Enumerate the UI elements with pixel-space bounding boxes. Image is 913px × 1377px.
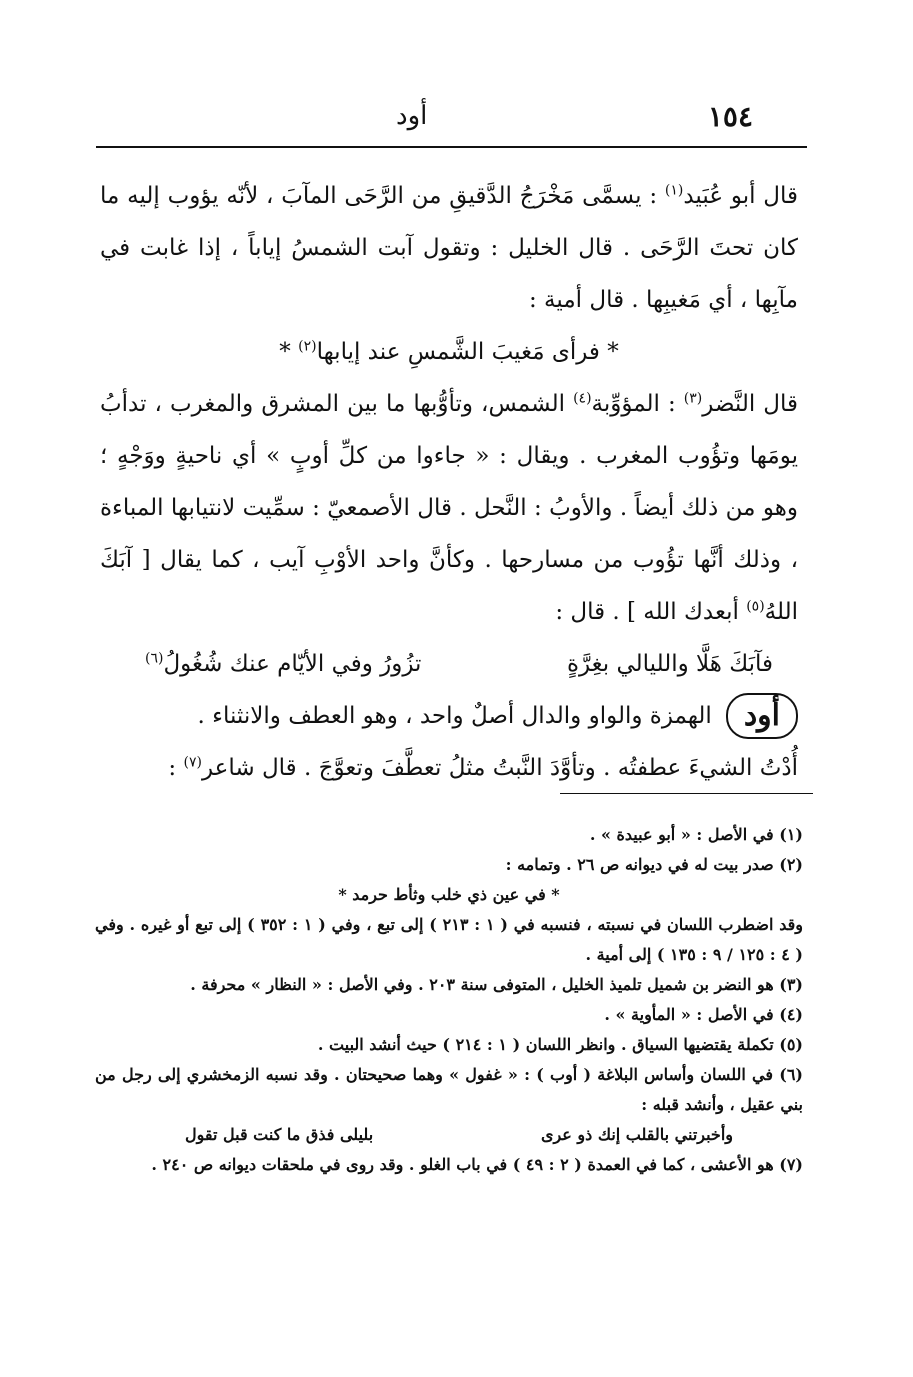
footnote-ref-7: (٧) <box>183 754 202 771</box>
verse-2-second-hemistich <box>145 638 421 690</box>
footnote-1: (١) في الأصل : « أبو عبيدة » . <box>589 825 803 844</box>
footnote-6-verse-second: بليلى فذق ما كنت قبل تقول <box>185 1125 374 1144</box>
footnote-6-verse-first: وأخبرتني بالقلب إنك ذو عرى <box>540 1125 733 1144</box>
root-heading: أود <box>726 693 798 739</box>
verse-1 <box>100 326 798 378</box>
verse-1-text: * فرأى مَغيبَ الشَّمسِ عند إيابها <box>316 339 619 365</box>
footnote-ref-3: (٣) <box>683 390 703 407</box>
footnote-5: (٥) تكملة يقتضيها السياق . وانظر اللسان ( ١ : ٢١٤ ) حيث أنشد البيت . <box>317 1035 803 1054</box>
paragraph-1 <box>100 170 798 326</box>
footnote-3: (٣) هو النضر بن شميل تلميذ الخليل ، المتوفى سنة ٢٠٣ . وفي الأصل : « النظار » محرفة . <box>190 975 803 994</box>
paragraph-2-part-a: قال النَّضر <box>702 391 798 417</box>
header-rule <box>96 146 807 148</box>
footnote-ref-4: (٤) <box>573 390 592 407</box>
paragraph-3-end: : <box>168 755 184 781</box>
page-number: ١٥٤ <box>707 99 753 133</box>
running-head: أود <box>396 101 428 131</box>
footnote-ref-5: (٥) <box>746 598 765 615</box>
paragraph-1-rest: : يسمَّى مَخْرَجُ الدَّقيقِ من الرَّحَى المآبَ ، لأنّه يؤوب إليه ما كان تحتَ الرَّحَى . قال الخليل : وتقول آبت الشمسُ إياباً ، إذا غابت في مآبِها ، أي مَغيبِها . قال أمية : <box>100 183 798 313</box>
footnote-6: (٦) في اللسان وأساس البلاغة ( أوب ) : « غفول » وهما صحيحتان . وقد نسبه الزمخشري إلى رجل من بني عقيل ، وأنشد قبله : <box>95 1065 803 1114</box>
footnote-7: (٧) هو الأعشى ، كما في العمدة ( ٢ : ٤٩ ) في باب الغلو . وقد روى في ملحقات ديوانه ص ٢٤٠ . <box>151 1155 803 1174</box>
paragraph-3 <box>100 742 798 794</box>
footnotes <box>95 820 803 1180</box>
footnote-ref-2: (٢) <box>298 338 317 355</box>
main-text <box>100 170 798 794</box>
paragraph-2 <box>100 378 798 638</box>
paragraph-2-part-d: أبعدك الله ] . قال : <box>555 599 747 625</box>
footnote-6-verse <box>95 1120 803 1150</box>
verse-2-first-hemistich: فآبَكَ هَلَّا والليالي بغِرَّةٍ <box>566 651 773 677</box>
footnotes-rule <box>560 793 813 794</box>
paragraph-1-start: قال أبو عُبَيد <box>683 183 799 209</box>
footnote-2-continued: وقد اضطرب اللسان في نسبته ، فنسبه في ( ١ : ٢١٣ ) إلى تبع ، وفي ( ١ : ٣٥٢ ) إلى تبع أو غيره . وفي ( ٤ : ١٢٥ / ٩ : ١٣٥ ) إلى أمية . <box>95 915 804 964</box>
root-definition: الهمزة والواو والدال أصلٌ واحد ، وهو العطف والانثناء . <box>197 703 712 729</box>
footnote-4: (٤) في الأصل : « المأوية » . <box>604 1005 803 1024</box>
paragraph-2-part-b: : المؤوِّبة <box>591 391 676 417</box>
verse-1-end: * <box>279 339 299 365</box>
footnote-ref-1: (١) <box>664 182 684 199</box>
root-entry <box>100 690 798 742</box>
footnote-2: (٢) صدر بيت له في ديوانه ص ٢٦ . وتمامه : <box>505 855 803 874</box>
page-header <box>96 96 753 136</box>
paragraph-2-part-c: الشمس، وتأوُّبها ما بين المشرق والمغرب ، تدأبُ يومَها وتؤُوب المغرب . ويقال : « جاءوا من كلِّ أوبٍ » أي ناحيةٍ ووَجْهٍ ؛ وهو من ذلك أيضاً . والأوبُ : النَّحل . قال الأصمعيّ : سمِّيت لانتيابها المباءة ، وذلك أنَّها تؤُوب من مسارحها . وكأنَّ واحد الأوْبِ آيب ، كما يقال [ آبَكَ اللهُ <box>100 391 798 625</box>
verse-2 <box>100 638 798 690</box>
verse-2-second-hemistich-text: تزُورُ وفي الأيّام عنك شُغُولُ <box>163 651 422 677</box>
footnote-ref-6: (٦) <box>145 650 164 667</box>
footnote-2-verse: * في عين ذي خلب وثأط حرمد * <box>338 885 560 904</box>
paragraph-3-text: أُدْتُ الشيءَ عطفتُه . وتأوَّدَ النَّبتُ مثلُ تعطَّفَ وتعوَّجَ . قال شاعر <box>201 755 798 781</box>
